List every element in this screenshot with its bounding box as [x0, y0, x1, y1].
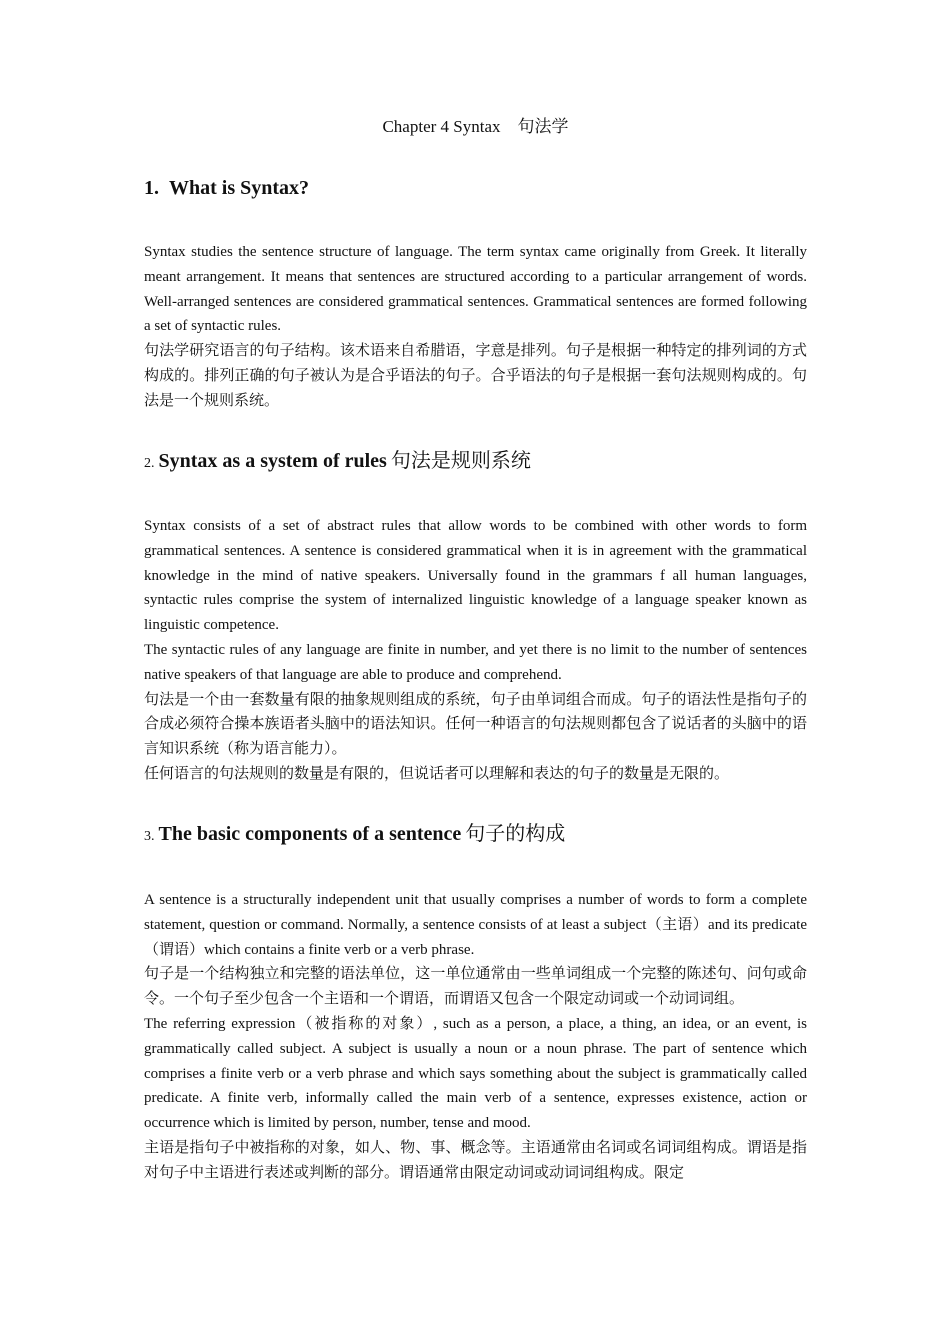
section-2-paragraph-en-2: The syntactic rules of any language are finite in number, and yet there is no limit to the number of sentences native speakers of that language are able to produce and comprehend.: [144, 641, 807, 683]
section-1-paragraph-en: Syntax studies the sentence structure of language. The term syntax came originally from Greek. It literally meant arrangement. It means that sentences are structured according to a particular arrangement of words. Well-arranged sentences are considered grammatical sentences. Grammatical sentences are formed following a set of syntactic rules.: [144, 244, 807, 335]
section-2-paragraph-cn-1: 句法是一个由一套数量有限的抽象规则组成的系统，句子由单词组合而成。句子的语法性是指句子的合成必须符合操本族语者头脑中的语法知识。任何一种语言的句法规则都包含了说话者的头脑中的语言知识系统（称为语言能力）。: [144, 691, 807, 758]
section-1-paragraph-cn: 句法学研究语言的句子结构。该术语来自希腊语，字意是排列。句子是根据一种特定的排列词的方式构成的。排列正确的句子被认为是合乎语法的句子。合乎语法的句子是根据一套句法规则构成的。句法是一个规则系统。: [144, 343, 807, 409]
section-3-paragraph-en-2: The referring expression（被指称的对象）, such as a person, a place, a thing, an idea, or an event, is grammatically called subject. A subject is usually a noun or a noun phrase. The part of sentence which comprises a finite verb or a verb phrase and which says something about the subject is grammatically called predicate. A finite verb, informally called the main verb of a sentence, expresses existence, action or occurrence which is limited by person, number, tense and mood.: [144, 1015, 807, 1132]
section-2-paragraph-cn-2: 任何语言的句法规则的数量是有限的，但说话者可以理解和表达的句子的数量是无限的。: [144, 765, 730, 782]
section-3-paragraph-en-1: A sentence is a structurally independent unit that usually comprises a number of words to form a complete statement, question or command. Normally, a sentence consists of at least a subject（主语）and its predicate（谓语）which contains a finite verb or a verb phrase.: [144, 892, 807, 958]
section-2-title-cn: 句法是规则系统: [390, 450, 531, 472]
section-1-body: [144, 240, 807, 414]
section-3-number: 3.: [144, 829, 155, 844]
section-1-heading: [144, 174, 807, 202]
section-3-paragraph-cn-1: 句子是一个结构独立和完整的语法单位，这一单位通常由一些单词组成一个完整的陈述句、问句或命令。一个句子至少包含一个主语和一个谓语，而谓语又包含一个限定动词或一个动词词组。: [144, 966, 807, 1008]
section-2-title: Syntax as a system of rules: [158, 450, 387, 472]
section-3-title: The basic components of a sentence: [158, 823, 462, 845]
section-3-paragraph-cn-2: 主语是指句子中被指称的对象，如人、物、事、概念等。主语通常由名词或名词词组构成。谓语是指对句子中主语进行表述或判断的部分。谓语通常由限定动词或动词词组构成。限定: [144, 1139, 807, 1181]
section-3-body: [144, 888, 807, 1186]
section-3-title-cn: 句子的构成: [465, 823, 566, 845]
section-3-heading: [144, 819, 807, 852]
section-2-body: [144, 514, 807, 787]
chapter-title: Chapter 4 Syntax 句法学: [382, 117, 569, 136]
section-1-number: 1.: [144, 177, 159, 199]
section-2-number: 2.: [144, 456, 155, 471]
section-2-heading: [144, 446, 807, 479]
section-2-paragraph-en-1: Syntax consists of a set of abstract rules that allow words to be combined with other words to form grammatical sentences. A sentence is considered grammatical when it is in agreement with the grammatical knowledge in the mind of native speakers. Universally found in the grammars f all human languages, syntactic rules comprise the system of internalized linguistic knowledge of a language speaker known as linguistic competence.: [144, 518, 807, 634]
section-1-title: What is Syntax?: [169, 177, 310, 199]
